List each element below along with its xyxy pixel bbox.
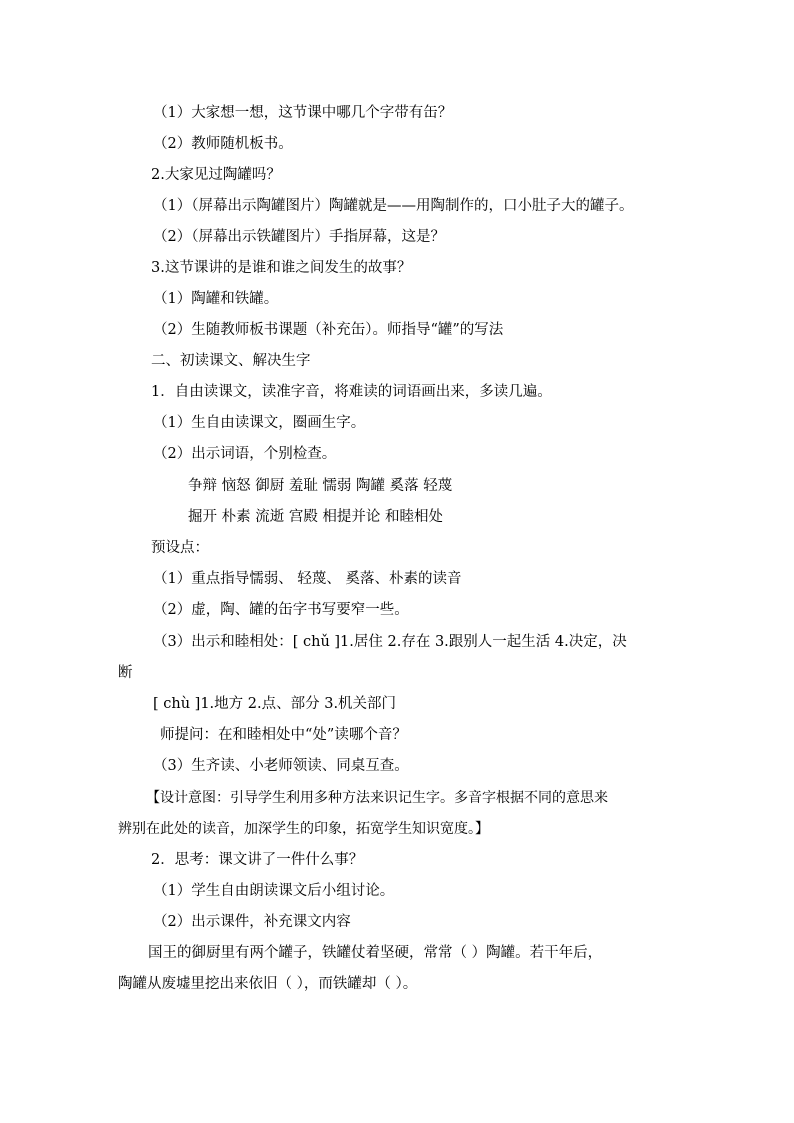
- text-line: （3）出示和睦相处：[ chǔ ]1.居住 2.存在 3.跟别人一起生活 4.决定，决: [153, 634, 627, 650]
- text-line: （2）（屏幕出示铁罐图片）手指屏幕，这是？: [153, 229, 445, 245]
- text-line: 预设点：: [151, 540, 209, 556]
- text-line: （2）出示课件，补充课文内容: [153, 914, 351, 930]
- text-line: 陶罐从废墟里挖出来依旧（ ），而铁罐却（ ）。: [118, 976, 418, 992]
- text-line: 1．自由读课文，读准字音，将难读的词语画出来，多读几遍。: [151, 384, 552, 400]
- section-heading: 二、初读课文、解决生字: [151, 353, 311, 369]
- word-list: 争辩 恼怒 御厨 羞耻 懦弱 陶罐 奚落 轻蔑: [188, 478, 453, 494]
- text-line: （1）重点指导懦弱、 轻蔑、 奚落、朴素的读音: [153, 571, 462, 587]
- text-line: （1）陶罐和铁罐。: [153, 291, 279, 307]
- text-line: 师提问：在和睦相处中“处”读哪个音？: [160, 727, 407, 743]
- design-intent-note: 辨别在此处的读音，加深学生的印象，拓宽学生知识宽度。】: [118, 821, 489, 837]
- text-line: （3）生齐读、小老师领读、同桌互查。: [153, 758, 409, 774]
- word-list: 掘开 朴素 流逝 宫殿 相提并论 和睦相处: [188, 509, 444, 525]
- text-line: [ chù ]1.地方 2.点、部分 3.机关部门: [153, 696, 397, 712]
- text-line: 2.大家见过陶罐吗？: [151, 167, 281, 183]
- text-line: （1）（屏幕出示陶罐图片）陶罐就是——用陶制作的，口小肚子大的罐子。: [153, 198, 634, 214]
- text-line: 国王的御厨里有两个罐子，铁罐仗着坚硬，常常（ ）陶罐。若干年后，: [148, 945, 603, 961]
- text-line: （2）虚，陶、罐的缶字书写要窄一些。: [153, 602, 409, 618]
- text-line: 3.这节课讲的是谁和谁之间发生的故事？: [151, 260, 412, 276]
- text-line: 2．思考：课文讲了一件什么事？: [151, 852, 364, 868]
- text-line: （1）生自由读课文，圈画生字。: [153, 415, 366, 431]
- text-line: 断: [118, 665, 133, 681]
- text-line: （2）生随教师板书课题（补充缶）。师指导“罐”的写法: [153, 322, 504, 338]
- design-intent-note: 【设计意图：引导学生利用多种方法来识记生字。多音字根据不同的意思来: [146, 790, 608, 806]
- text-line: （1）大家想一想，这节课中哪几个字带有缶？: [153, 105, 453, 121]
- text-line: （2）出示词语，个别检查。: [153, 446, 337, 462]
- text-line: （2）教师随机板书。: [153, 136, 293, 152]
- text-line: （1）学生自由朗读课文后小组讨论。: [153, 883, 395, 899]
